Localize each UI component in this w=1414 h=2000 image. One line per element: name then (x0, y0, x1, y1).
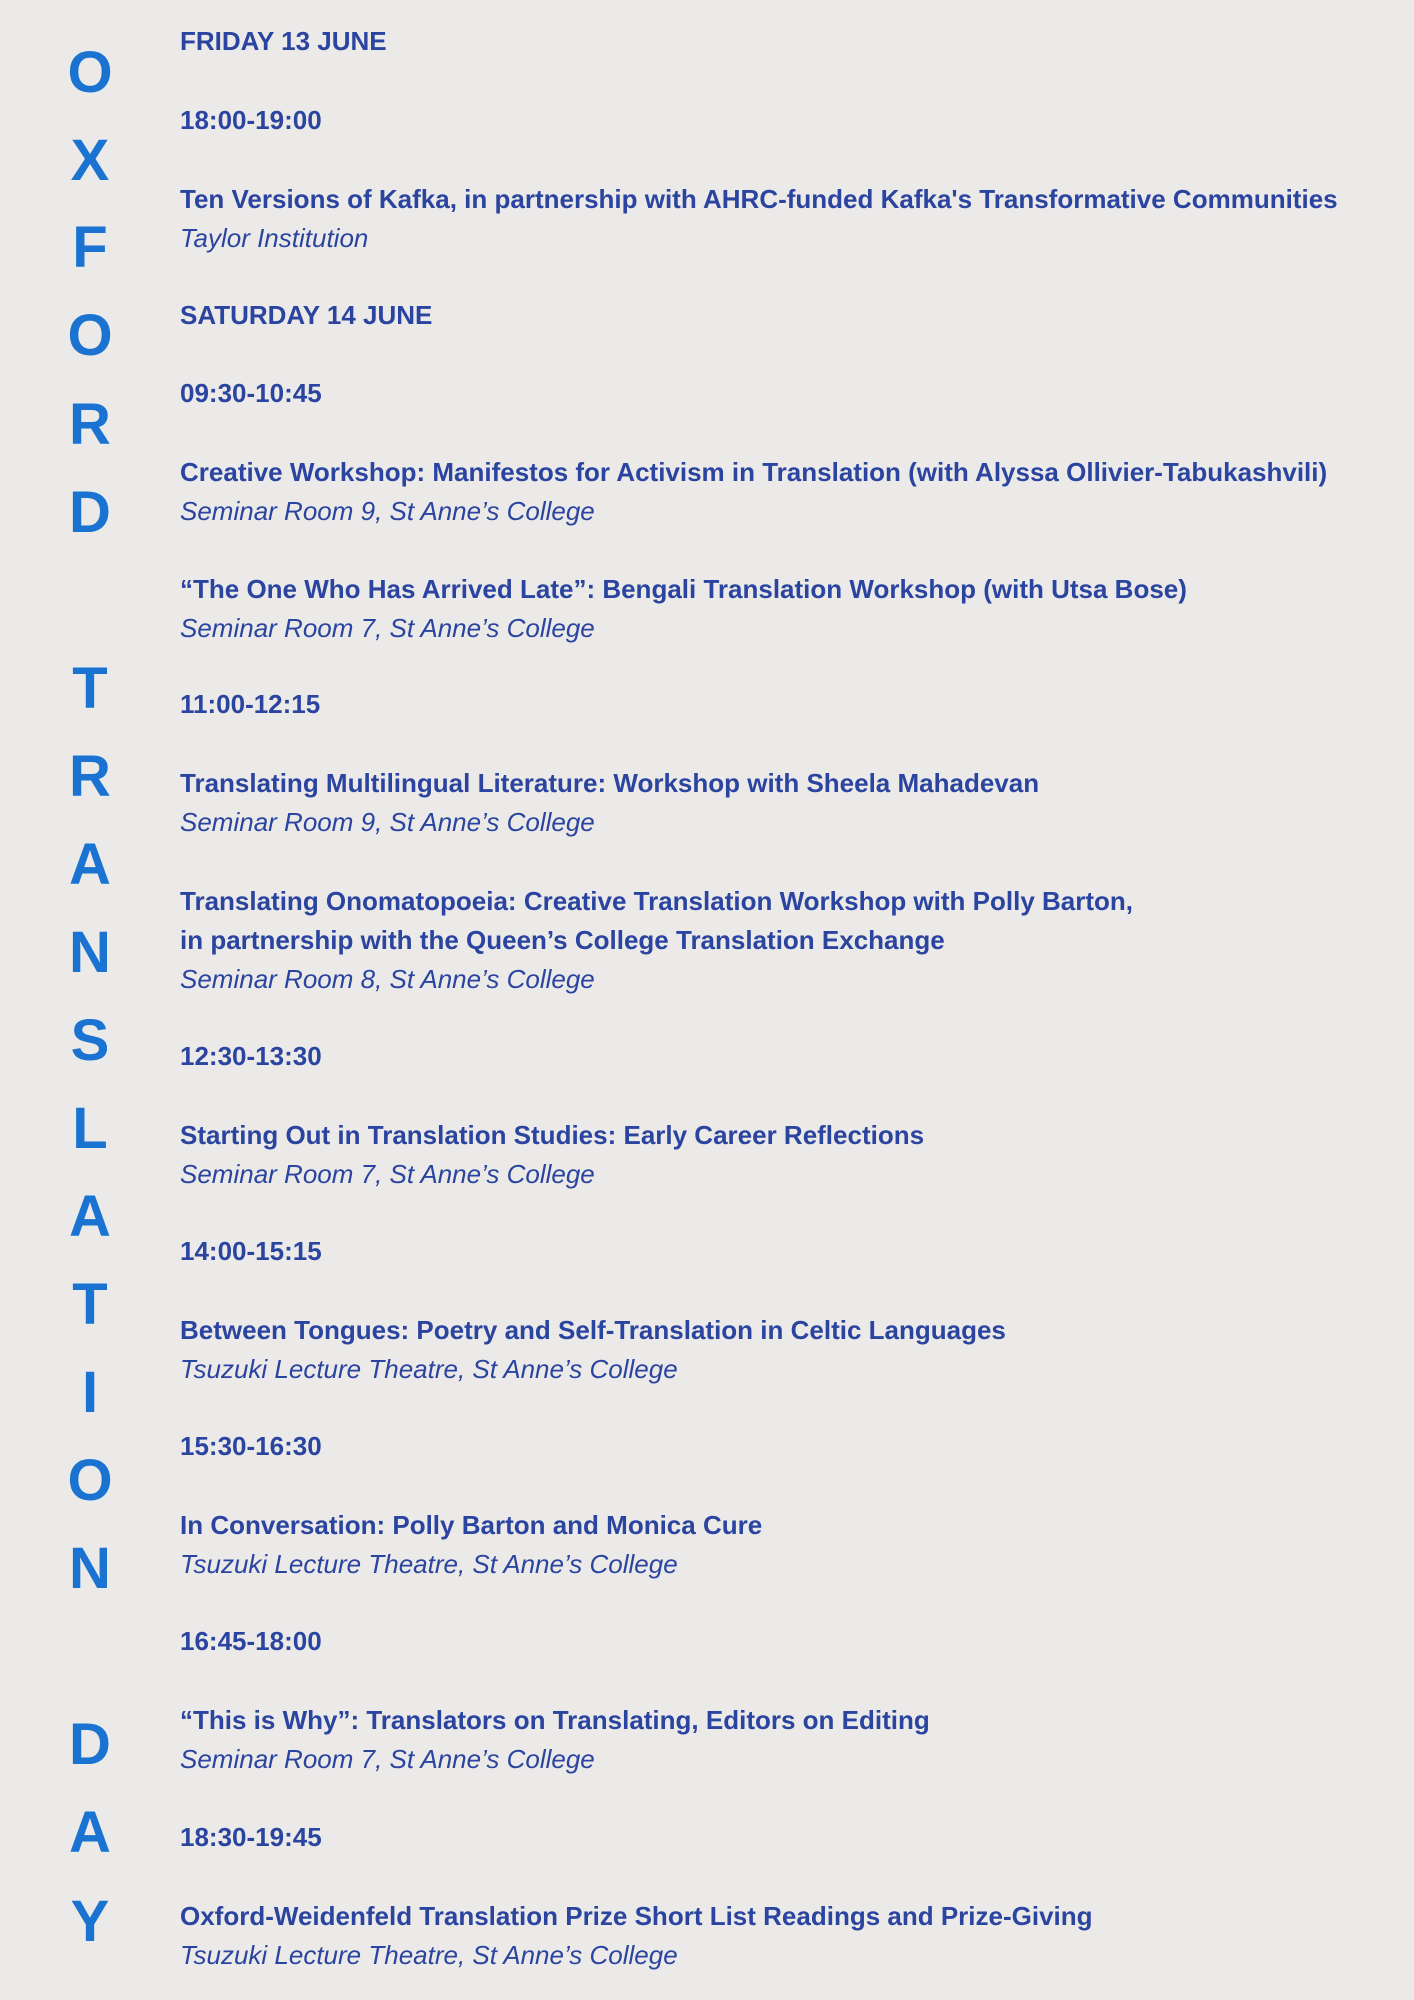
event-title: Starting Out in Translation Studies: Early Career Reflections (180, 1120, 925, 1150)
title-letter: X (70, 128, 110, 193)
event-venue: Seminar Room 7, St Anne’s College (180, 1744, 595, 1774)
title-letter: L (72, 1096, 108, 1161)
title-letter: N (69, 1536, 111, 1601)
title-letter: A (69, 1800, 111, 1865)
event-title: Translating Onomatopoeia: Creative Translation Workshop with Polly Barton, (180, 886, 1133, 916)
title-letter: A (69, 832, 111, 897)
title-letter: S (70, 1008, 110, 1073)
title-letter: O (67, 40, 113, 105)
title-letter: T (72, 1272, 108, 1337)
day-heading: SATURDAY 14 JUNE (180, 300, 433, 330)
time-slot: 18:00-19:00 (180, 105, 322, 135)
title-letter: R (69, 392, 111, 457)
event-venue: Taylor Institution (180, 223, 369, 253)
title-letter: R (69, 744, 111, 809)
event-title: Oxford-Weidenfeld Translation Prize Short List Readings and Prize-Giving (180, 1901, 1093, 1931)
time-slot: 18:30-19:45 (180, 1822, 322, 1852)
title-letter: I (81, 1360, 99, 1425)
title-letter: A (69, 1184, 111, 1249)
time-slot: 14:00-15:15 (180, 1236, 322, 1266)
title-letter: T (72, 656, 108, 721)
event-title: “This is Why”: Translators on Translating, Editors on Editing (180, 1705, 930, 1735)
event-title: In Conversation: Polly Barton and Monica Cure (180, 1510, 763, 1540)
day-heading: FRIDAY 13 JUNE (180, 26, 387, 56)
time-slot: 09:30-10:45 (180, 378, 322, 408)
event-title: Between Tongues: Poetry and Self-Translation in Celtic Languages (180, 1315, 1006, 1345)
event-title-continued: in partnership with the Queen’s College Translation Exchange (180, 925, 945, 955)
event-title: Creative Workshop: Manifestos for Activism in Translation (with Alyssa Ollivier-Tabukashvili) (180, 457, 1328, 487)
event-venue: Tsuzuki Lecture Theatre, St Anne’s College (180, 1354, 678, 1384)
event-title: Translating Multilingual Literature: Workshop with Sheela Mahadevan (180, 768, 1040, 798)
title-letter: N (69, 920, 111, 985)
time-slot: 15:30-16:30 (180, 1431, 322, 1461)
title-letter: F (72, 215, 108, 280)
event-venue: Tsuzuki Lecture Theatre, St Anne’s College (180, 1940, 678, 1970)
event-venue: Seminar Room 7, St Anne’s College (180, 613, 595, 643)
title-letter: D (69, 480, 111, 545)
event-title: “The One Who Has Arrived Late”: Bengali Translation Workshop (with Utsa Bose) (180, 574, 1187, 604)
time-slot: 16:45-18:00 (180, 1626, 322, 1656)
event-venue: Seminar Room 7, St Anne’s College (180, 1159, 595, 1189)
event-venue: Seminar Room 9, St Anne’s College (180, 496, 595, 526)
event-title: Ten Versions of Kafka, in partnership with AHRC-funded Kafka's Transformative Communities (180, 184, 1338, 214)
vertical-title (0, 0, 180, 2000)
title-letter: D (69, 1712, 111, 1777)
event-venue: Seminar Room 8, St Anne’s College (180, 964, 595, 994)
time-slot: 12:30-13:30 (180, 1041, 322, 1071)
title-letter: O (67, 1448, 113, 1513)
title-letter: O (67, 303, 113, 368)
event-venue: Seminar Room 9, St Anne’s College (180, 807, 595, 837)
programme-schedule (180, 0, 1404, 2000)
time-slot: 11:00-12:15 (180, 689, 321, 719)
title-letter: Y (70, 1889, 110, 1954)
event-venue: Tsuzuki Lecture Theatre, St Anne’s College (180, 1549, 678, 1579)
